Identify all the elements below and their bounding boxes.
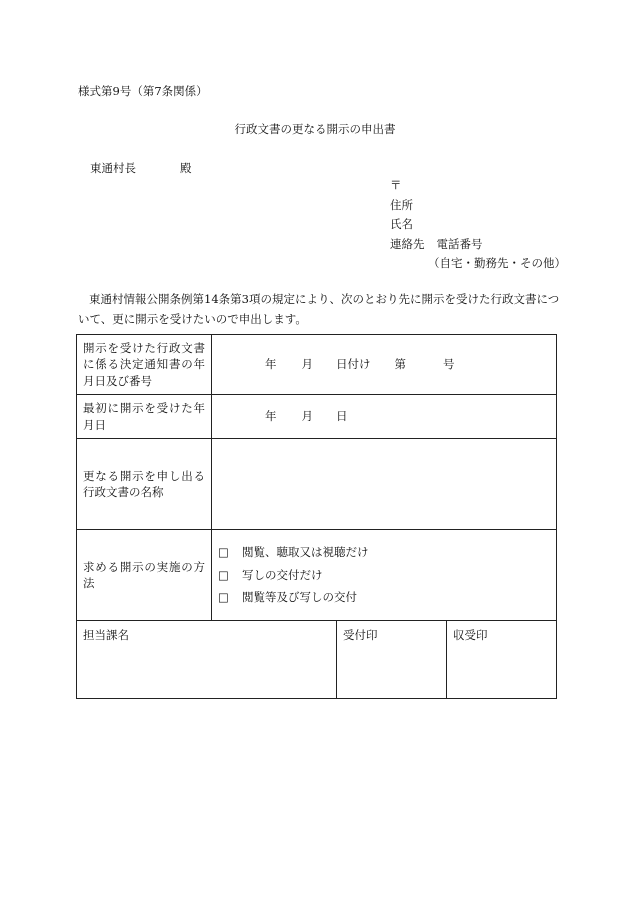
table-row bbox=[77, 530, 557, 621]
address-label: 住所 bbox=[390, 197, 413, 212]
department-cell bbox=[77, 621, 337, 699]
method-option-view[interactable] bbox=[218, 541, 556, 564]
decision-notice-format bbox=[212, 357, 556, 373]
method-options bbox=[212, 541, 556, 609]
year-label: 年 bbox=[265, 356, 277, 371]
table-row bbox=[77, 335, 557, 395]
postal-mark: 〒 bbox=[390, 178, 402, 192]
document-name-field[interactable] bbox=[212, 439, 557, 530]
application-table bbox=[76, 334, 557, 621]
form-number: 様式第9号（第7条関係） bbox=[78, 84, 208, 98]
intro-text: 東通村情報公開条例第14条第3項の規定により、次のとおり先に開示を受けた行政文書について、更に開示を受けたいので申出します。 bbox=[78, 292, 560, 326]
first-disclosure-label: 最初に開示を受けた年月日 bbox=[77, 395, 212, 439]
phone-note: （自宅・勤務先・その他） bbox=[428, 256, 566, 270]
addressee bbox=[90, 161, 192, 177]
checkbox-icon[interactable]: □ bbox=[218, 545, 229, 560]
applicant-block bbox=[390, 178, 566, 276]
table-row bbox=[77, 621, 557, 699]
method-option-label: 写しの交付だけ bbox=[242, 567, 323, 582]
dai-label: 第 bbox=[394, 356, 406, 371]
office-use-table bbox=[76, 620, 557, 699]
day-label: 日 bbox=[336, 408, 348, 423]
method-field bbox=[212, 530, 557, 621]
page-title: 行政文書の更なる開示の申出書 bbox=[234, 122, 396, 136]
method-option-copy[interactable] bbox=[218, 564, 556, 587]
month-label: 月 bbox=[301, 356, 313, 371]
method-label: 求める開示の実施の方法 bbox=[77, 530, 212, 621]
method-option-label: 閲覧、聴取又は視聴だけ bbox=[242, 545, 369, 560]
name-label: 氏名 bbox=[390, 217, 413, 231]
method-option-both[interactable] bbox=[218, 586, 556, 609]
checkbox-icon[interactable]: □ bbox=[218, 590, 229, 605]
method-option-label: 閲覧等及び写しの交付 bbox=[242, 590, 357, 605]
contact-label: 連絡先 bbox=[390, 236, 425, 251]
first-disclosure-format bbox=[212, 409, 556, 425]
decision-notice-field[interactable] bbox=[212, 335, 557, 395]
acceptance-stamp-label: 収受印 bbox=[453, 628, 488, 642]
contact-line bbox=[390, 237, 566, 257]
decision-notice-label: 開示を受けた行政文書に係る決定通知書の年月日及び番号 bbox=[77, 335, 212, 395]
first-disclosure-field[interactable] bbox=[212, 395, 557, 439]
table-row bbox=[77, 395, 557, 439]
department-label: 担当課名 bbox=[83, 628, 129, 642]
phone-label: 電話番号 bbox=[436, 236, 483, 251]
table-row bbox=[77, 439, 557, 530]
document-name-label: 更なる開示を申し出る行政文書の名称 bbox=[77, 439, 212, 530]
month-label: 月 bbox=[301, 408, 313, 423]
go-label: 号 bbox=[443, 356, 455, 371]
addressee-honorific: 殿 bbox=[180, 161, 192, 175]
checkbox-icon[interactable]: □ bbox=[218, 567, 229, 582]
year-label: 年 bbox=[265, 408, 277, 423]
received-stamp-label: 受付印 bbox=[343, 628, 378, 642]
acceptance-stamp-cell bbox=[447, 621, 557, 699]
addressee-name: 東通村長 bbox=[90, 161, 136, 175]
day-dated-label: 日付け bbox=[336, 356, 371, 371]
received-stamp-cell bbox=[337, 621, 447, 699]
